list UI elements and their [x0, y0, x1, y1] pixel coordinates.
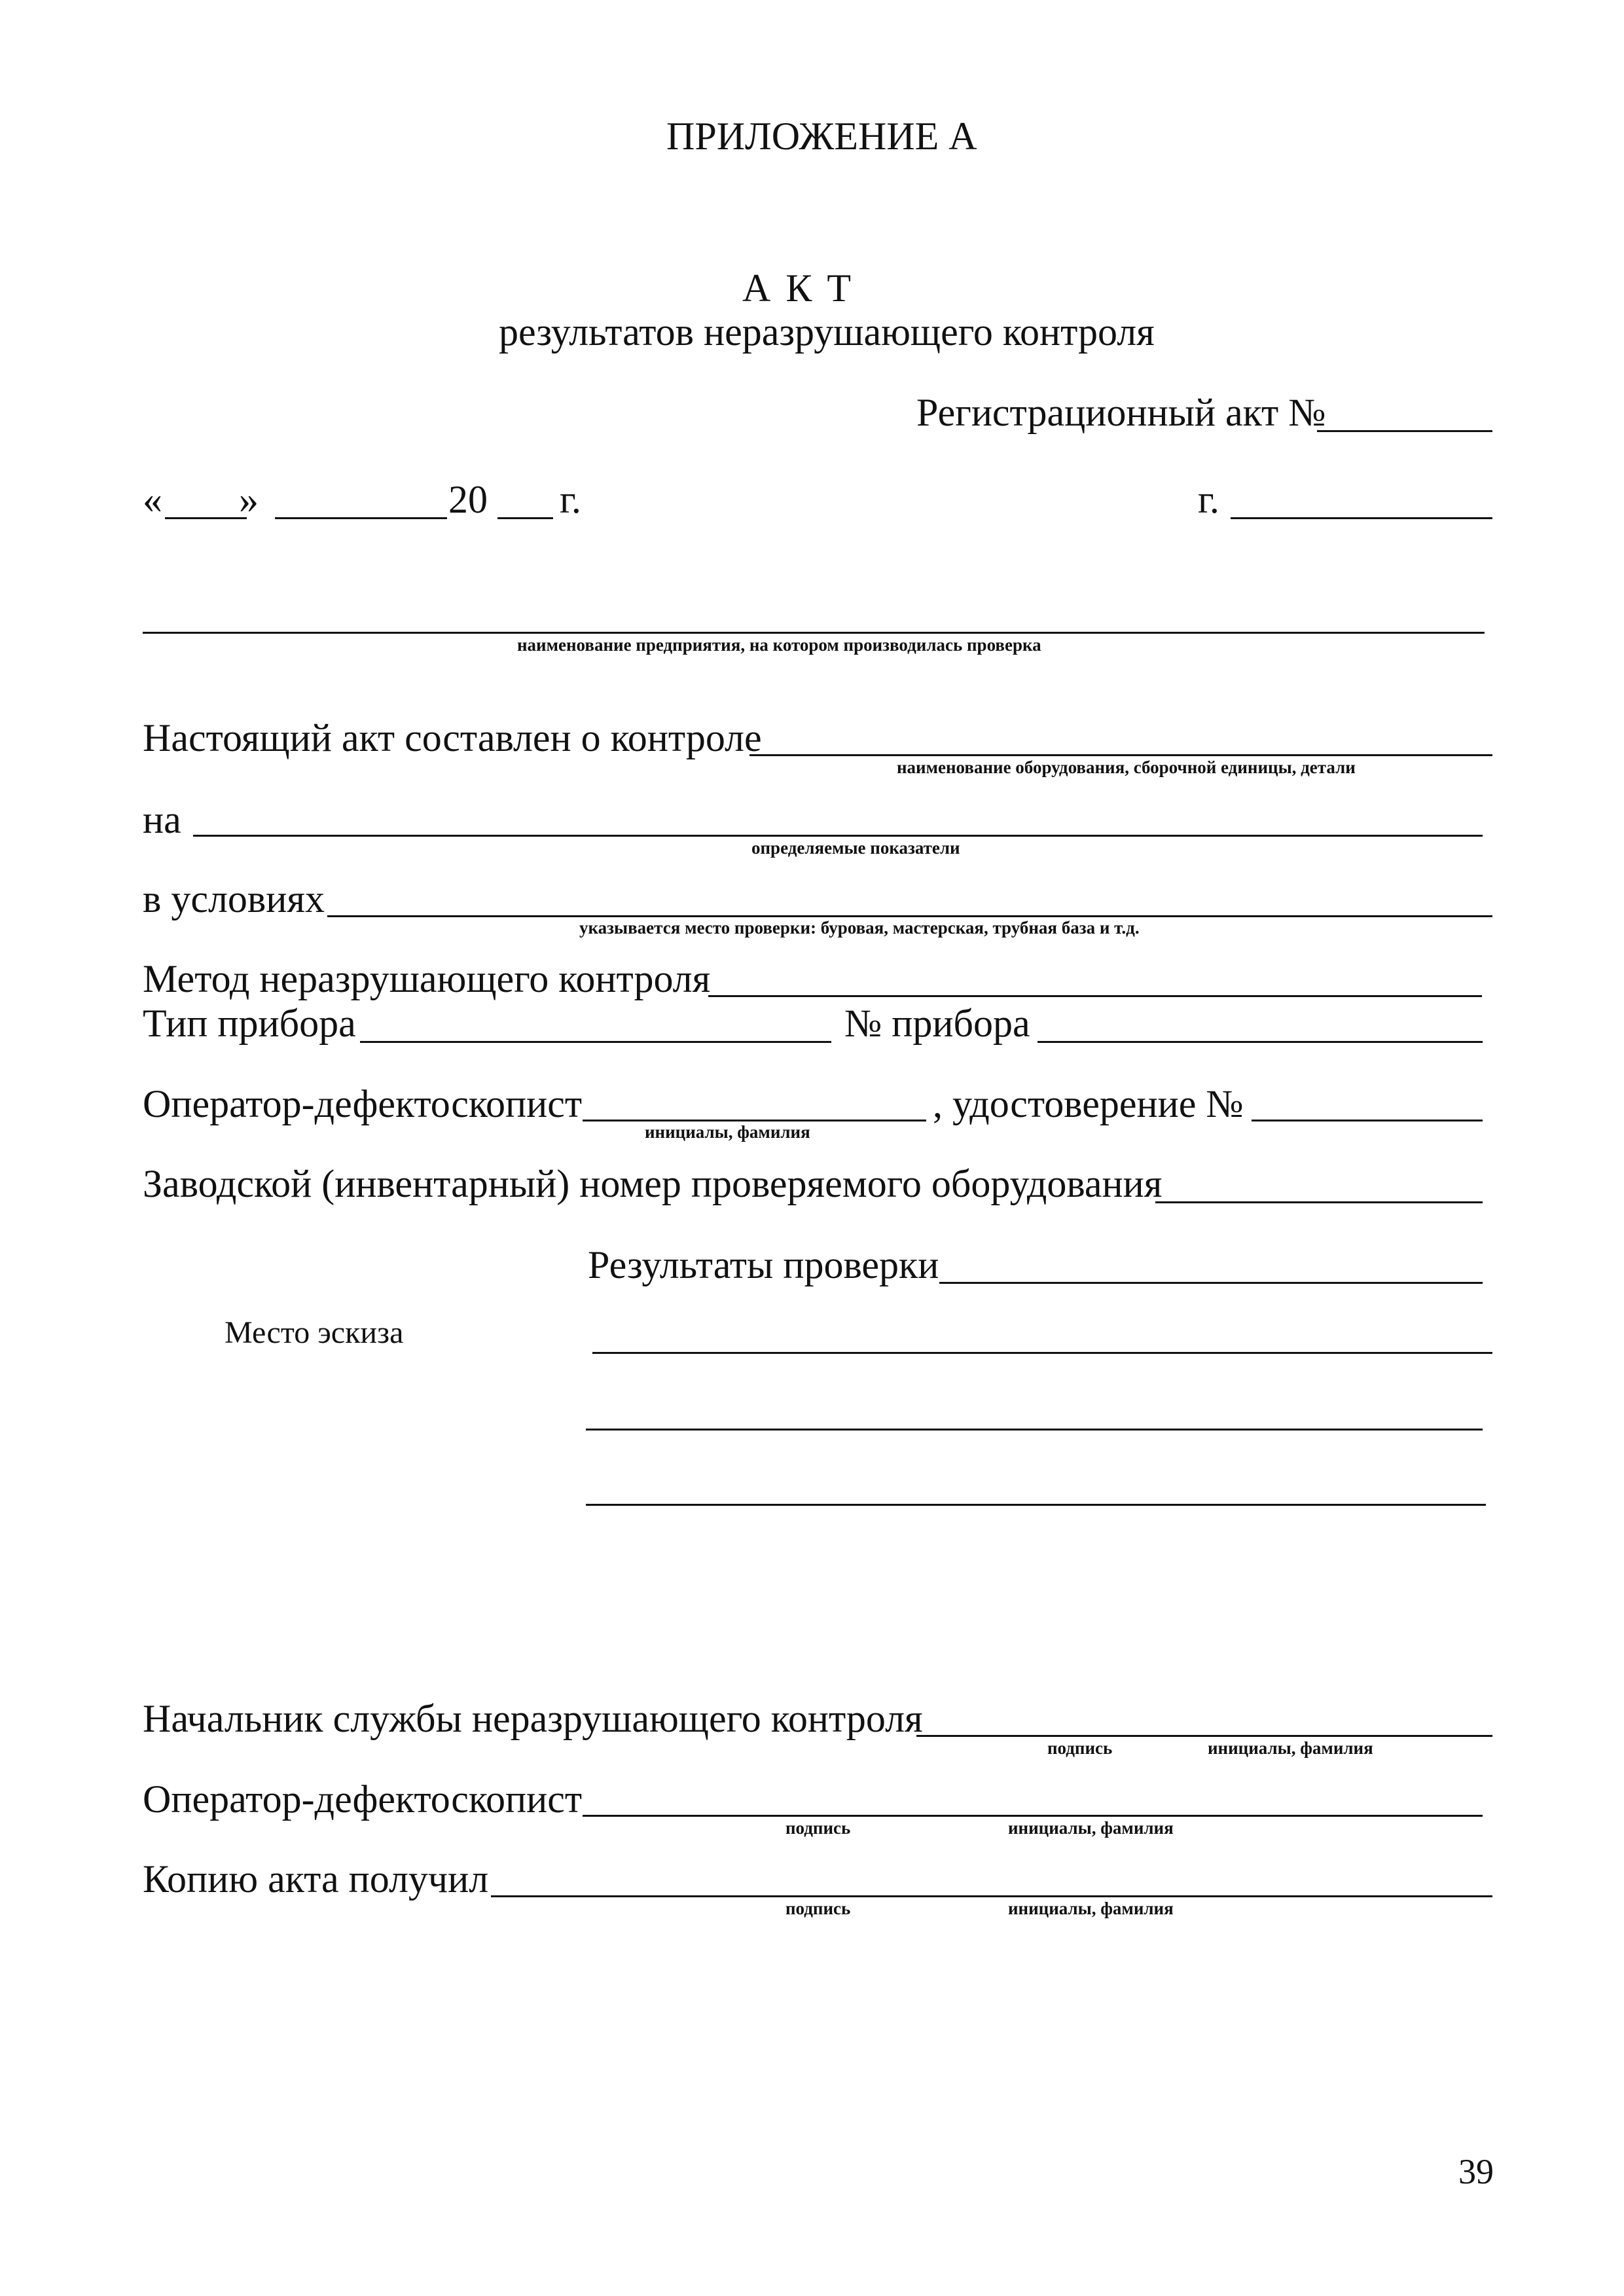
conditions-line[interactable] — [327, 915, 1492, 917]
copy-label: Копию акта получил — [143, 1857, 489, 1901]
page-number: 39 — [1458, 2152, 1494, 2191]
operator-name-caption: инициалы, фамилия — [1008, 1818, 1174, 1838]
operator-line[interactable] — [583, 1120, 926, 1121]
on-line[interactable] — [193, 835, 1483, 837]
results-line-2[interactable] — [592, 1352, 1492, 1354]
on-label: на — [143, 798, 181, 841]
date-close-quote: » — [239, 478, 259, 521]
copy-signature-line[interactable] — [491, 1895, 1492, 1897]
control-label: Настоящий акт составлен о контроле — [143, 716, 762, 759]
operator-label: Оператор-дефектоскопист — [143, 1082, 583, 1125]
year-line[interactable] — [497, 517, 553, 519]
method-line[interactable] — [708, 995, 1482, 997]
control-caption: наименование оборудования, сборочной единицы, детали — [897, 757, 1356, 777]
conditions-caption: указывается место проверки: буровая, мастерская, трубная база и т.д. — [579, 918, 1140, 938]
serial-label: Заводской (инвентарный) номер проверяемого оборудования — [143, 1162, 1163, 1205]
device-number-label: № прибора — [844, 1002, 1030, 1045]
operator-sign-label: Оператор-дефектоскопист — [143, 1777, 583, 1821]
serial-line[interactable] — [1155, 1201, 1483, 1203]
chief-signature-caption: подпись — [1047, 1738, 1113, 1758]
chief-label: Начальник службы неразрушающего контроля — [143, 1697, 923, 1740]
results-line-4[interactable] — [586, 1504, 1486, 1506]
year-suffix: г. — [560, 478, 581, 521]
chief-signature-line[interactable] — [916, 1735, 1492, 1737]
method-label: Метод неразрушающего контроля — [143, 957, 711, 1000]
registration-label: Регистрационный акт № — [916, 391, 1326, 434]
results-line-3[interactable] — [586, 1429, 1483, 1430]
operator-signature-line[interactable] — [583, 1815, 1483, 1817]
month-line[interactable] — [275, 517, 447, 519]
enterprise-line[interactable] — [143, 632, 1485, 634]
results-line-1[interactable] — [939, 1282, 1483, 1284]
act-subtitle: результатов неразрушающего контроля — [499, 310, 1155, 354]
chief-name-caption: инициалы, фамилия — [1208, 1738, 1373, 1758]
copy-name-caption: инициалы, фамилия — [1008, 1899, 1174, 1918]
control-line[interactable] — [749, 754, 1492, 756]
device-type-label: Тип прибора — [143, 1002, 356, 1045]
copy-signature-caption: подпись — [785, 1899, 851, 1918]
device-type-line[interactable] — [360, 1041, 831, 1043]
date-open-quote: « — [143, 478, 162, 521]
certificate-label: , удостоверение № — [933, 1082, 1244, 1125]
act-title: А К Т — [742, 266, 854, 310]
certificate-line[interactable] — [1252, 1120, 1483, 1121]
sketch-label: Место эскиза — [225, 1315, 404, 1350]
registration-number-line[interactable] — [1317, 430, 1492, 432]
city-prefix: г. — [1198, 478, 1219, 521]
appendix-title: ПРИЛОЖЕНИЕ А — [666, 115, 977, 158]
enterprise-caption: наименование предприятия, на котором производилась проверка — [517, 635, 1041, 655]
year-prefix: 20 — [448, 478, 488, 521]
operator-caption: инициалы, фамилия — [645, 1122, 810, 1142]
day-line[interactable] — [165, 517, 247, 519]
results-label: Результаты проверки — [588, 1243, 939, 1286]
on-caption: определяемые показатели — [751, 838, 960, 858]
operator-signature-caption: подпись — [785, 1818, 851, 1838]
device-number-line[interactable] — [1038, 1041, 1483, 1043]
conditions-label: в условиях — [143, 877, 325, 920]
city-line[interactable] — [1231, 517, 1492, 519]
